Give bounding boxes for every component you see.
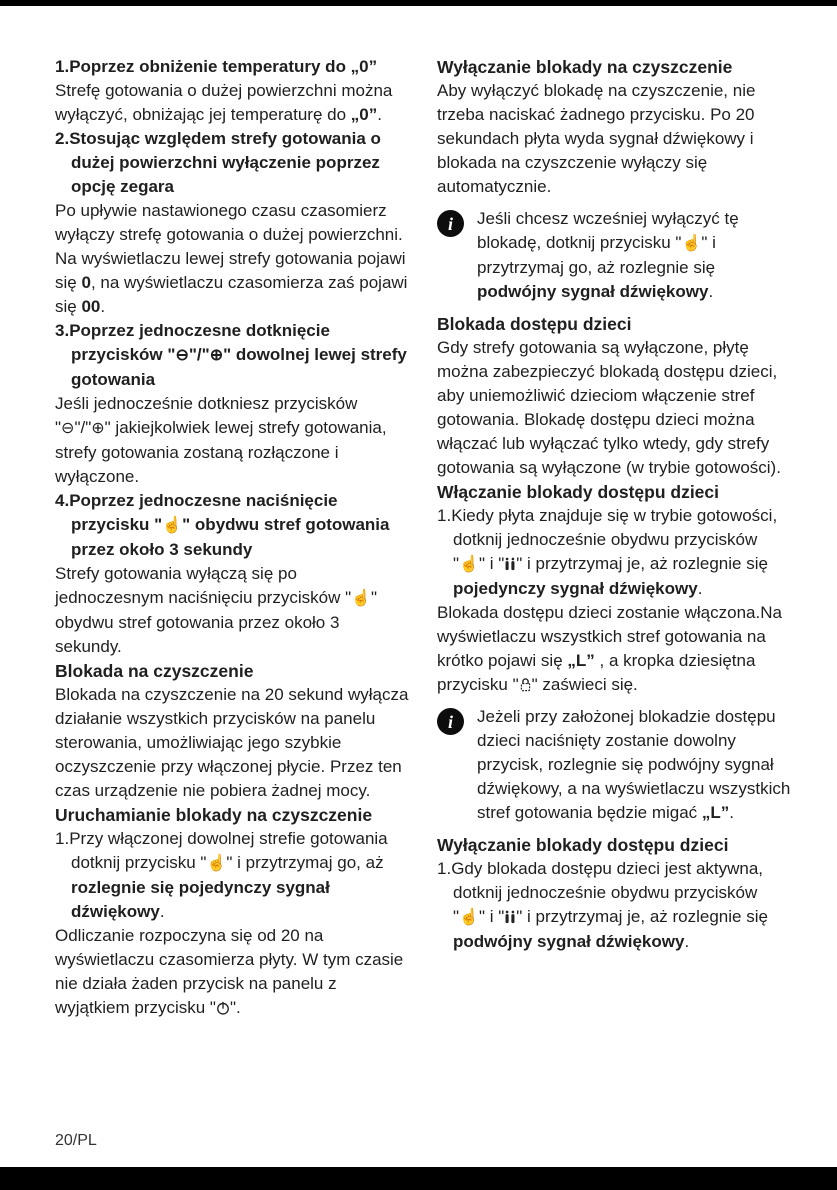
plus-button-icon: ⊕ (91, 420, 105, 437)
numbered-item (437, 504, 791, 601)
minus-button-icon: ⊖ (175, 347, 189, 364)
numbered-item (55, 55, 409, 79)
note-text: Jeżeli przy założonej blokadzie dostępu dzieci naciśnięty zostanie dowolny przycisk, rozlegnie się podwójny sygnał dźwiękowy, a na wyświetlaczu wszystkich stref gotowania będzie migać „L”. (477, 707, 791, 822)
item-number: 1. (55, 57, 70, 76)
numbered-item (55, 489, 409, 562)
paragraph: Odliczanie rozpoczyna się od 20 na wyświetlaczu czasomierza płyty. W tym czasie nie działa żaden przycisk na panelu z wyjątkiem przycisku " ". (55, 926, 404, 1017)
numbered-item (55, 827, 409, 924)
bottom-edge-bar (0, 1167, 837, 1190)
item-number: 1. (437, 859, 452, 878)
item-number: 2. (55, 129, 70, 148)
item-text: Kiedy płyta znajduje się w trybie gotowości, dotknij jednocześnie obydwu przycisków "☝" i " " i przytrzymaj je, aż rozlegnie się pojedynczy sygnał dźwiękowy. (451, 506, 778, 598)
info-note (437, 705, 791, 825)
section-heading: Włączanie blokady dostępu dzieci (437, 482, 720, 502)
paragraph: Blokada na czyszczenie na 20 sekund wyłącza działanie wszystkich przycisków na panelu sterowania, umożliwiając jego szybkie oczyszczenie przy włączonej płycie. Przez ten czas urządzenie nie pobiera żadnej mocy. (55, 685, 409, 800)
paragraph: Jeśli jednocześnie dotkniesz przycisków "⊖"/"⊕" jakiejkolwiek lewej strefy gotowania, strefy gotowania zostaną rozłączone i wyłączone. (55, 394, 387, 486)
right-column (437, 55, 791, 1020)
item-text: Gdy blokada dostępu dzieci jest aktywna, dotknij jednocześnie obydwu przycisków "☝" i " " i przytrzymaj je, aż rozlegnie się podwójny sygnał dźwiękowy. (451, 859, 768, 951)
minus-button-icon: ⊖ (61, 420, 75, 437)
item-text: Poprzez jednoczesne dotknięcie przycisków "⊖"/"⊕" dowolnej lewej strefy gotowania (69, 321, 407, 389)
key-lock-icon (504, 907, 516, 926)
paragraph: Po upływie nastawionego czasu czasomierz wyłączy strefę gotowania o dużej powierzchni. Na wyświetlaczu lewej strefy gotowania pojawi się 0, na wyświetlaczu czasomierza zaś pojawi się 00. (55, 201, 408, 316)
touch-hand-icon: ☝ (459, 556, 479, 573)
touch-hand-icon: ☝ (459, 909, 479, 926)
page-content (55, 55, 791, 1020)
on-off-icon (216, 998, 230, 1017)
touch-hand-icon: ☝ (162, 517, 183, 534)
touch-hand-icon: ☝ (681, 235, 702, 252)
page-number: 20/PL (55, 1132, 97, 1149)
paragraph: Aby wyłączyć blokadę na czyszczenie, nie trzeba naciskać żadnego przycisku. Po 20 sekundach płyta wyda sygnał dźwiękowy i blokada na czyszczenie wyłączy się automatycznie. (437, 81, 756, 196)
item-text: Przy włączonej dowolnej strefie gotowania dotknij przycisku "☝" i przytrzymaj go, aż rozlegnie się pojedynczy sygnał dźwiękowy. (69, 829, 388, 921)
section-heading: Blokada dostępu dzieci (437, 314, 632, 334)
section-heading: Uruchamianie blokady na czyszczenie (55, 805, 373, 825)
paragraph: Gdy strefy gotowania są wyłączone, płytę można zabezpieczyć blokadą dostępu dzieci, aby uniemożliwić dzieciom włączenie stref gotowania. Blokadę dostępu dzieci można włączać lub wyłączać tylko wtedy, gdy strefy gotowania są wyłączone (w trybie gotowości). (437, 338, 781, 477)
touch-hand-icon: ☝ (206, 855, 227, 872)
section-heading: Wyłączanie blokady na czyszczenie (437, 57, 733, 77)
section-heading: Blokada na czyszczenie (55, 661, 254, 681)
touch-hand-icon: ☝ (351, 590, 372, 607)
key-lock-icon (504, 554, 516, 573)
item-text: Poprzez obniżenie temperatury do „0” (69, 57, 378, 76)
plus-button-icon: ⊕ (209, 347, 224, 364)
item-number: 4. (55, 491, 70, 510)
info-note (437, 207, 791, 304)
paragraph: Strefę gotowania o dużej powierzchni można wyłączyć, obniżając jej temperaturę do „0”. (55, 81, 393, 124)
top-edge-bar (0, 0, 837, 6)
item-text: Poprzez jednoczesne naciśnięcie przycisku "☝" obydwu stref gotowania przez około 3 sekundy (69, 491, 390, 559)
info-icon: i (437, 210, 464, 237)
note-text: Jeśli chcesz wcześniej wyłączyć tę blokadę, dotknij przycisku "☝" i przytrzymaj go, aż rozlegnie się podwójny sygnał dźwiękowy. (477, 209, 739, 301)
paragraph: Strefy gotowania wyłączą się po jednoczesnym naciśnięciu przycisków "☝" obydwu stref gotowania przez około 3 sekundy. (55, 564, 378, 656)
numbered-item (437, 857, 791, 954)
item-number: 1. (437, 506, 452, 525)
numbered-item (55, 127, 409, 199)
left-column (55, 55, 409, 1020)
child-lock-icon (519, 675, 532, 694)
item-number: 3. (55, 321, 70, 340)
numbered-item (55, 319, 409, 392)
item-number: 1. (55, 829, 70, 848)
info-icon: i (437, 708, 464, 735)
item-text: Stosując względem strefy gotowania o dużej powierzchni wyłączenie poprzez opcję zegara (69, 129, 381, 196)
section-heading: Wyłączanie blokady dostępu dzieci (437, 835, 729, 855)
paragraph: Blokada dostępu dzieci zostanie włączona.Na wyświetlaczu wszystkich stref gotowania na krótko pojawi się „L” , a kropka dziesiętna przycisku " " zaświeci się. (437, 603, 782, 694)
